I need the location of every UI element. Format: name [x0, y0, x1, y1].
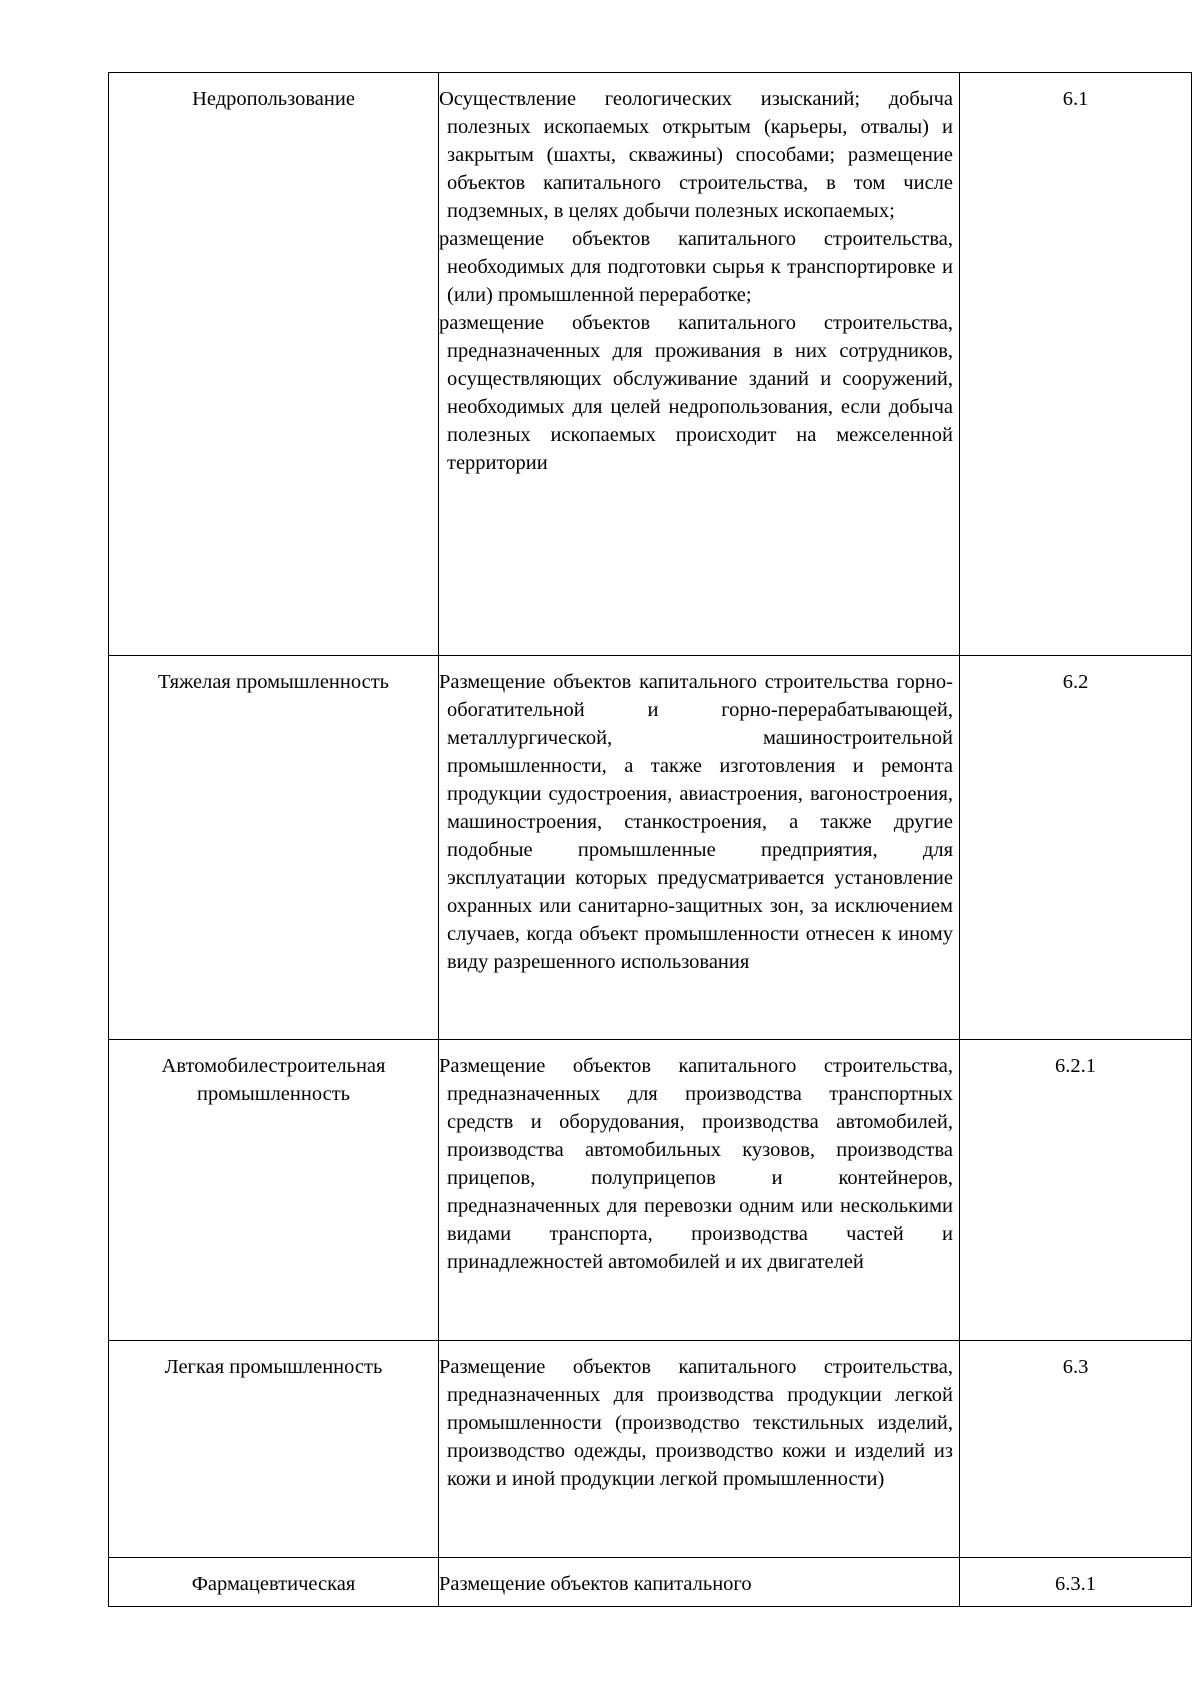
- table-row: [109, 656, 1192, 1040]
- description-paragraph: размещение объектов капитального строительства, предназначенных для проживания в них сотрудников, осуществляющих обслуживание зданий и сооружений, необходимых для целей недропользования, если добыча полезных ископаемых происходит на межселенной территории: [439, 312, 953, 474]
- use-type-description: [439, 73, 960, 656]
- use-type-name: Фармацевтическая: [109, 1558, 439, 1607]
- use-type-name: Тяжелая промышленность: [109, 656, 439, 1040]
- description-paragraph: Размещение объектов капитального: [439, 1573, 752, 1595]
- use-type-code: 6.1: [960, 73, 1192, 656]
- use-type-code: 6.2.1: [960, 1040, 1192, 1341]
- use-type-code: 6.3.1: [960, 1558, 1192, 1607]
- use-type-code: 6.3: [960, 1341, 1192, 1558]
- use-type-name: Недропользование: [109, 73, 439, 656]
- use-type-code: 6.2: [960, 656, 1192, 1040]
- description-paragraph: Осуществление геологических изысканий; добыча полезных ископаемых открытым (карьеры, отвалы) и закрытым (шахты, скважины) способами; размещение объектов капитального строительства, в том числе подземных, в целях добычи полезных ископаемых;: [439, 88, 953, 222]
- description-paragraph: размещение объектов капитального строительства, необходимых для подготовки сырья к транспортировке и (или) промышленной переработке;: [439, 228, 953, 306]
- document-page: [108, 72, 1154, 1607]
- use-type-name: Автомобилестроительная промышленность: [109, 1040, 439, 1341]
- use-type-description: [439, 656, 960, 1040]
- use-type-description: [439, 1040, 960, 1341]
- table-row: [109, 1558, 1192, 1607]
- use-type-name: Легкая промышленность: [109, 1341, 439, 1558]
- table-row: [109, 1040, 1192, 1341]
- description-paragraph: Размещение объектов капитального строительства, предназначенных для производства транспортных средств и оборудования, производства автомобилей, производства автомобильных кузовов, производства прицепов, полуприцепов и контейнеров, предназначенных для перевозки одним или несколькими видами транспорта, производства частей и принадлежностей автомобилей и их двигателей: [439, 1055, 953, 1273]
- description-paragraph: Размещение объектов капитального строительства горно-обогатительной и горно-перерабатывающей, металлургической, машиностроительной промышленности, а также изготовления и ремонта продукции судостроения, авиастроения, вагоностроения, машиностроения, станкостроения, а также другие подобные промышленные предприятия, для эксплуатации которых предусматривается установление охранных или санитарно-защитных зон, за исключением случаев, когда объект промышленности отнесен к иному виду разрешенного использования: [439, 671, 953, 973]
- use-type-description: [439, 1558, 960, 1607]
- table-row: [109, 73, 1192, 656]
- table-row: [109, 1341, 1192, 1558]
- description-paragraph: Размещение объектов капитального строительства, предназначенных для производства продукции легкой промышленности (производство текстильных изделий, производство одежды, производство кожи и изделий из кожи и иной продукции легкой промышленности): [439, 1356, 953, 1490]
- use-type-description: [439, 1341, 960, 1558]
- land-use-table: [108, 72, 1192, 1607]
